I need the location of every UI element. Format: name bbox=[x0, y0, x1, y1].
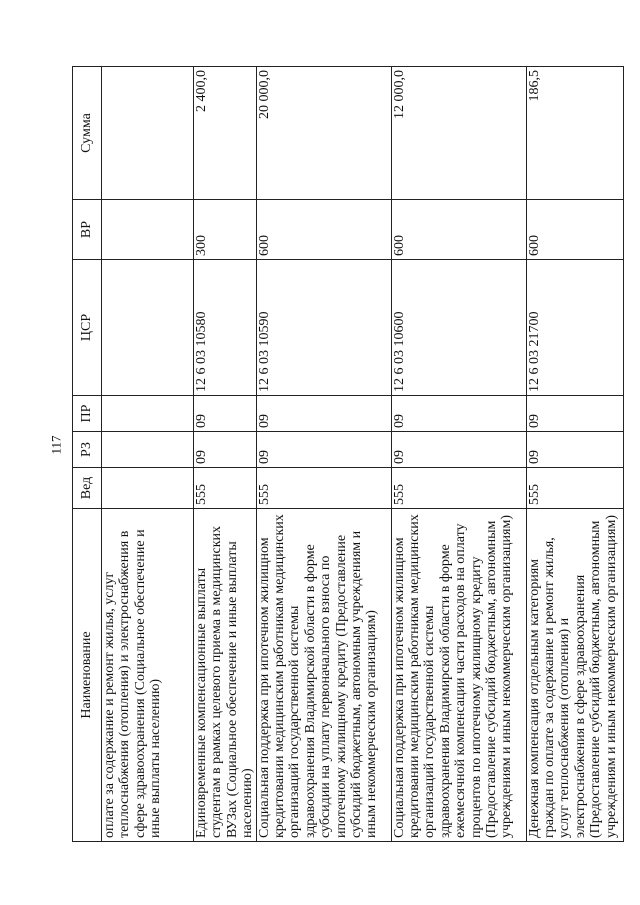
header-pr: ПР bbox=[73, 396, 102, 432]
row-name: Социальная поддержка при ипотечном жилищном кредитовании медицинским работникам медицинских организаций государственной системы здравоохранения Владимирской области в форме субсидии на уплату первоначального взноса по ипотечному жилищному кредиту (Предоставление субсидий бюджетным, автономным учреждениям и иным некоммерческим организациям) bbox=[256, 509, 391, 842]
row-ved bbox=[102, 468, 194, 509]
row-rz: 09 bbox=[256, 432, 391, 468]
row-rz: 09 bbox=[391, 432, 526, 468]
table-header-row bbox=[73, 67, 102, 842]
row-pr: 09 bbox=[391, 396, 526, 432]
row-vr: 600 bbox=[256, 200, 391, 260]
row-vr: 600 bbox=[391, 200, 526, 260]
header-ved: Вед bbox=[73, 468, 102, 509]
row-ved: 555 bbox=[391, 468, 526, 509]
row-pr bbox=[102, 396, 194, 432]
row-sum bbox=[102, 67, 194, 200]
row-sum: 186,5 bbox=[526, 67, 623, 200]
row-csr: 12 6 03 10600 bbox=[391, 260, 526, 396]
row-vr: 300 bbox=[194, 200, 257, 260]
row-csr: 12 6 03 10580 bbox=[194, 260, 257, 396]
row-name: Денежная компенсация отдельным категориям граждан по оплате за содержание и ремонт жилья, услуг теплоснабжения (отопления) и электроснабжения в сфере здравоохранения (Предоставление субсидий бюджетным, автономным учреждениям и иным некоммерческим организациям) bbox=[526, 509, 623, 842]
row-csr: 12 6 03 10590 bbox=[256, 260, 391, 396]
rotated-page-content bbox=[72, 67, 619, 842]
header-name: Наименование bbox=[73, 509, 102, 842]
header-rz: РЗ bbox=[73, 432, 102, 468]
table-row bbox=[194, 67, 257, 842]
row-rz bbox=[102, 432, 194, 468]
row-sum: 20 000,0 bbox=[256, 67, 391, 200]
header-vr: ВР bbox=[73, 200, 102, 260]
row-name: оплате за содержание и ремонт жилья, услуг теплоснабжения (отопления) и электроснабжения в сфере здравоохранения (Социальное обеспечение и иные выплаты населению) bbox=[102, 509, 194, 842]
row-vr bbox=[102, 200, 194, 260]
row-rz: 09 bbox=[526, 432, 623, 468]
header-sum: Сумма bbox=[73, 67, 102, 200]
row-rz: 09 bbox=[194, 432, 257, 468]
table-row bbox=[526, 67, 623, 842]
row-ved: 555 bbox=[256, 468, 391, 509]
row-name: Единовременные компенсационные выплаты студентам в рамках целевого приема в медицинских ВУЗах (Социальное обеспечение и иные выплаты населению) bbox=[194, 509, 257, 842]
row-pr: 09 bbox=[526, 396, 623, 432]
row-ved: 555 bbox=[526, 468, 623, 509]
row-vr: 600 bbox=[526, 200, 623, 260]
row-pr: 09 bbox=[256, 396, 391, 432]
page-number: 117 bbox=[48, 435, 64, 455]
table-row bbox=[391, 67, 526, 842]
table-row bbox=[102, 67, 194, 842]
budget-table bbox=[72, 66, 624, 842]
row-csr: 12 6 03 21700 bbox=[526, 260, 623, 396]
table-row bbox=[256, 67, 391, 842]
row-sum: 12 000,0 bbox=[391, 67, 526, 200]
header-csr: ЦСР bbox=[73, 260, 102, 396]
row-csr bbox=[102, 260, 194, 396]
row-pr: 09 bbox=[194, 396, 257, 432]
row-ved: 555 bbox=[194, 468, 257, 509]
row-name: Социальная поддержка при ипотечном жилищном кредитовании медицинским работникам медицинских организаций государственной системы здравоохранения Владимирской области в форме ежемесячной компенсации части расходов на оплату процентов по ипотечному жилищному кредиту (Предоставление субсидий бюджетным, автономным учреждениям и иным некоммерческим организациям) bbox=[391, 509, 526, 842]
row-sum: 2 400,0 bbox=[194, 67, 257, 200]
